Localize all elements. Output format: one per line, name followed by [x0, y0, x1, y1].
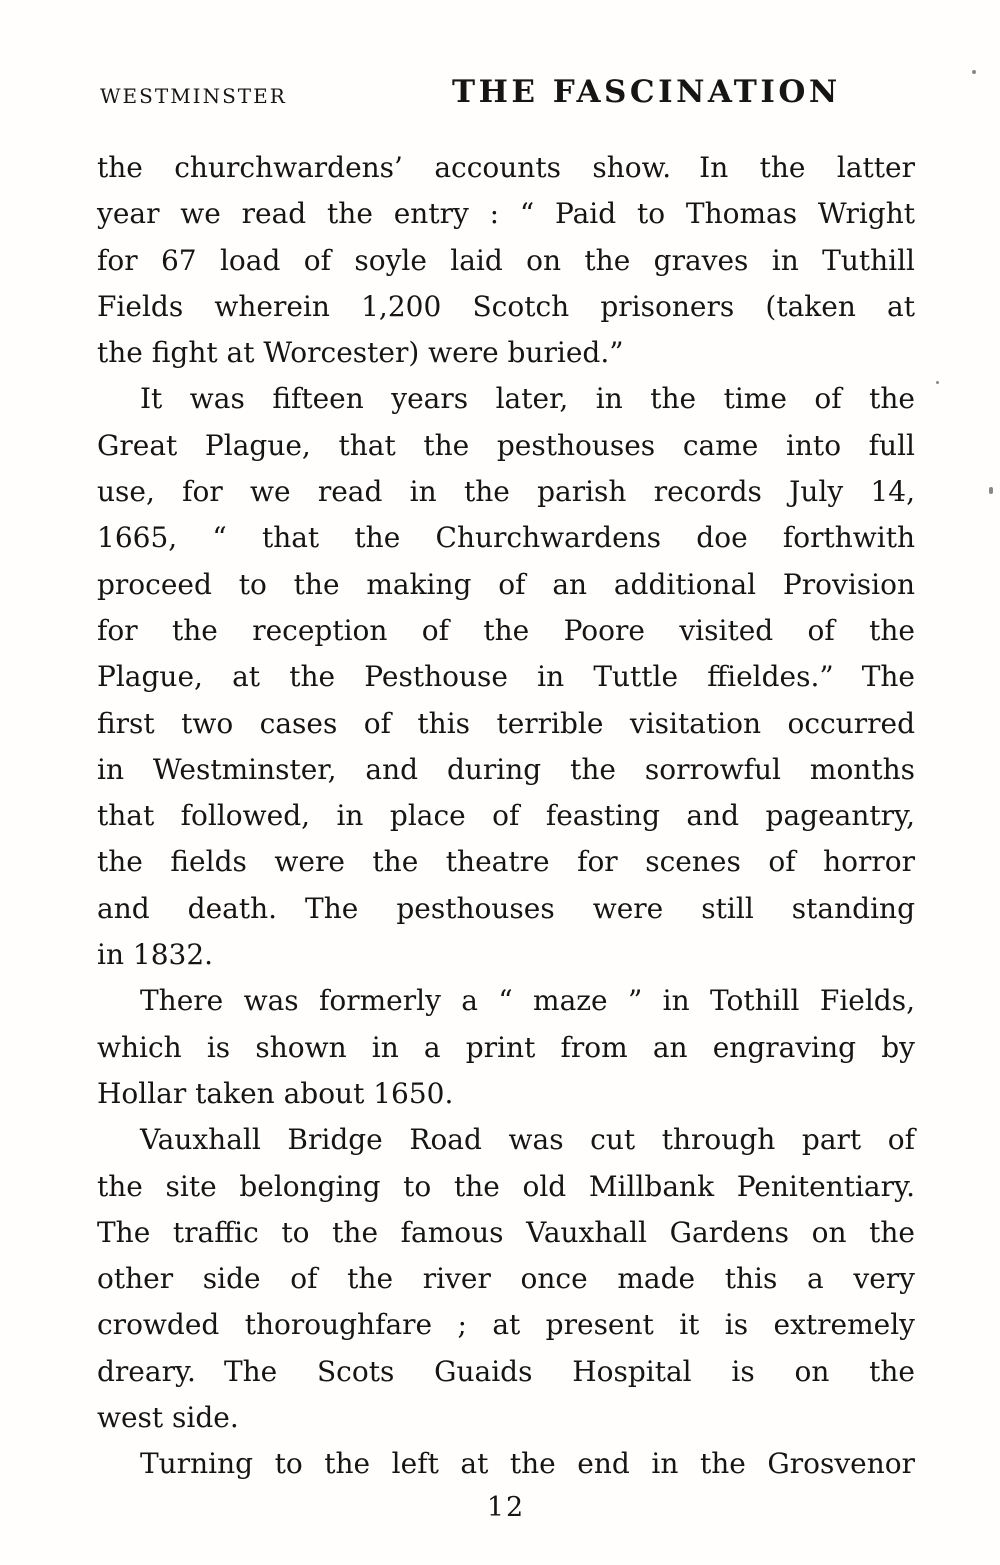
text-line: which is shown in a print from an engraving by	[97, 1030, 915, 1064]
text-line: the churchwardens’ accounts show. In the latter	[97, 151, 915, 184]
text-line: 1665, “ that the Churchwardens doe forthwith	[97, 521, 915, 555]
text-line: crowded thoroughfare ; at present it is extremely	[97, 1308, 915, 1342]
text-line: dreary. The Scots Guaids Hospital is on the	[97, 1354, 915, 1388]
text-line: The traffic to the famous Vauxhall Gardens on the	[97, 1215, 915, 1249]
running-head-title: THE FASCINATION	[452, 74, 841, 110]
text-line: that followed, in place of feasting and pageantry,	[97, 799, 915, 833]
text-line: Hollar taken about 1650.	[97, 1076, 454, 1110]
text-line: the site belonging to the old Millbank Penitentiary.	[97, 1169, 915, 1203]
text-line: the fight at Worcester) were buried.”	[97, 336, 624, 370]
text-line: in Westminster, and during the sorrowful months	[97, 752, 915, 786]
text-line: Plague, at the Pesthouse in Tuttle ffieldes.” The	[97, 660, 915, 694]
text-line: proceed to the making of an additional Provision	[97, 567, 915, 601]
text-line: in 1832.	[97, 938, 214, 972]
text-line: and death. The pesthouses were still standing	[97, 891, 915, 925]
text-line: the fields were the theatre for scenes of horror	[97, 845, 915, 879]
text-line: year we read the entry : “ Paid to Thomas Wright	[97, 197, 915, 231]
text-line: Fields wherein 1,200 Scotch prisoners (taken at	[97, 289, 915, 323]
text-line: west side.	[97, 1401, 239, 1435]
text-line: other side of the river once made this a very	[97, 1262, 915, 1296]
text-line: for 67 load of soyle laid on the graves in Tuthill	[97, 243, 915, 277]
text-line: It was fifteen years later, in the time of the	[140, 382, 915, 416]
text-line: use, for we read in the parish records July 14,	[97, 475, 915, 509]
text-line: first two cases of this terrible visitation occurred	[97, 706, 915, 740]
text-line: for the reception of the Poore visited of the	[97, 613, 915, 647]
body-text	[97, 145, 915, 1488]
text-line: Great Plague, that the pesthouses came into full	[97, 428, 915, 462]
text-line: Vauxhall Bridge Road was cut through part of	[140, 1123, 915, 1157]
scan-speck	[936, 381, 939, 384]
page-number: 12	[486, 1492, 526, 1523]
scan-speck	[972, 70, 976, 74]
scan-speck	[989, 487, 993, 494]
text-line: Turning to the left at the end in the Grosvenor	[140, 1447, 915, 1481]
text-line: There was formerly a “ maze ” in Tothill Fields,	[140, 984, 915, 1018]
running-head-left: WESTMINSTER	[100, 84, 287, 108]
